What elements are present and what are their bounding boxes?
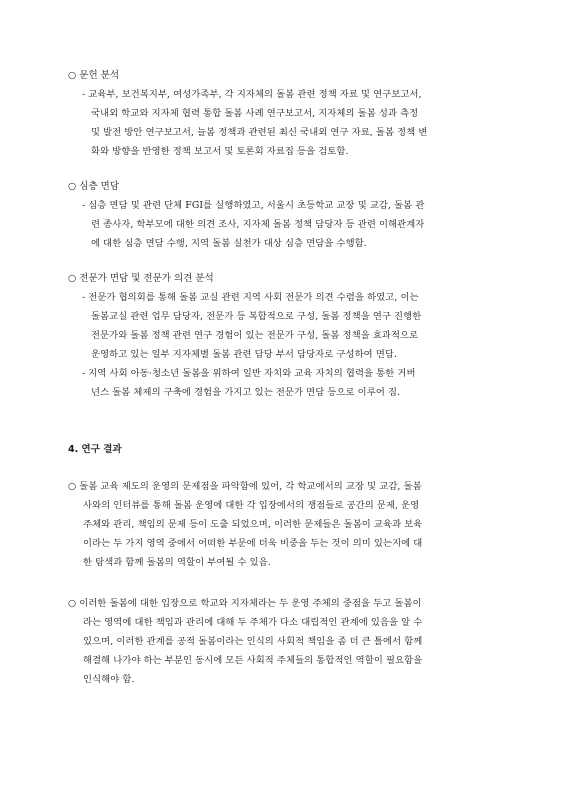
experts-line-4: 운영하고 있는 일부 지자체별 돌봄 관련 담당 부서 담당자로 구성하여 면담. [91,349,398,360]
experts-line-3: 전문가와 돌봄 정책 관련 연구 경험이 있는 전문가 구성, 돌봄 정책을 효과적으로 [91,330,419,341]
results-p1-line-1: ○ 돌봄 교육 제도의 운영의 문제점을 파악함에 있어, 각 학교에서의 교장 및 교감, 돌봄 [68,481,422,492]
results-p2-line-1: ○ 이러한 돌봄에 대한 입장으로 학교와 지자체라는 두 운영 주체의 중점을 두고 돌봄이 [68,598,422,609]
results-p1-line-2: 사와의 인터뷰를 통해 돌봄 운영에 대한 각 입장에서의 쟁점들로 공간의 문제, 운영 [83,500,420,511]
interview-line-2: 련 종사자, 학부모에 대한 의견 조사, 지자체 돌봄 정책 담당자 등 관련 이해관계자 [91,219,425,230]
section-heading-experts: ○ 전문가 면담 및 전문가 의견 분석 [68,273,214,284]
experts-line-5: - 지역 사회 아동·청소년 돌봄을 위하여 일반 자치와 교육 자치의 협력을 통한 거버 [82,368,416,379]
section-heading-interview: ○ 심층 면담 [68,181,120,192]
results-p2-line-4: 해결해 나가야 하는 부분인 동시에 모든 사회적 주체들의 통합적인 역할이 필요함을 [83,655,423,666]
experts-line-1: - 전문가 협의회를 통해 돌봄 교실 관련 지역 사회 전문가 의견 수렴을 하였고, 이는 [82,292,419,303]
literature-line-2: 국내외 학교와 지자체 협력 통합 돌봄 사례 연구보고서, 지자체의 돌봄 성과 측정 [91,108,419,119]
results-p1-line-4: 이라는 두 가지 영역 중에서 어떠한 부문에 더욱 비중을 두는 것이 의미 있는지에 대 [83,538,423,549]
results-p1-line-3: 주체와 관리, 책임의 문제 등이 도출 되었으며, 이러한 문제들은 돌봄이 교육과 보육 [83,519,423,530]
literature-line-1: - 교육부, 보건복지부, 여성가족부, 각 지자체의 돌봄 관련 정책 자료 및 연구보고서, [82,89,422,100]
results-p2-line-5: 인식해야 함. [83,674,135,685]
results-p1-line-5: 한 탐색과 함께 돌봄의 역할이 부여될 수 있음. [83,557,271,568]
interview-line-3: 에 대한 심층 면담 수행, 지역 돌봄 실천가 대상 심층 면담을 수행함. [91,238,367,249]
interview-line-1: - 심층 면담 및 관련 단체 FGI를 실행하였고, 서울시 초등학교 교장 및 교감, 돌봄 관 [82,200,425,211]
literature-line-4: 화와 방향을 반영한 정책 보고서 및 토론회 자료집 등을 검토함. [91,146,349,157]
results-p2-line-3: 있으며, 이러한 관계를 공적 돌봄이라는 인식의 사회적 책임을 좀 더 큰 틀에서 함께 [83,636,423,647]
experts-line-2: 돌봄교실 관련 업무 담당자, 전문가 등 복합적으로 구성, 돌봄 정책을 연구 진행한 [91,311,422,322]
section-heading-literature: ○ 문헌 분석 [68,70,120,81]
literature-line-3: 및 발전 방안 연구보고서, 늘봄 정책과 관련된 최신 국내외 연구 자료, 돌봄 정책 변 [91,127,428,138]
results-section-title: 4. 연구 결과 [68,444,122,455]
experts-line-6: 넌스 돌봄 체제의 구축에 경험을 가지고 있는 전문가 면담 등으로 이루어 짐. [91,387,401,398]
results-p2-line-2: 라는 영역에 대한 책임과 관리에 대해 두 주체가 다소 대립적인 관계에 있음을 알 수 [83,617,423,628]
